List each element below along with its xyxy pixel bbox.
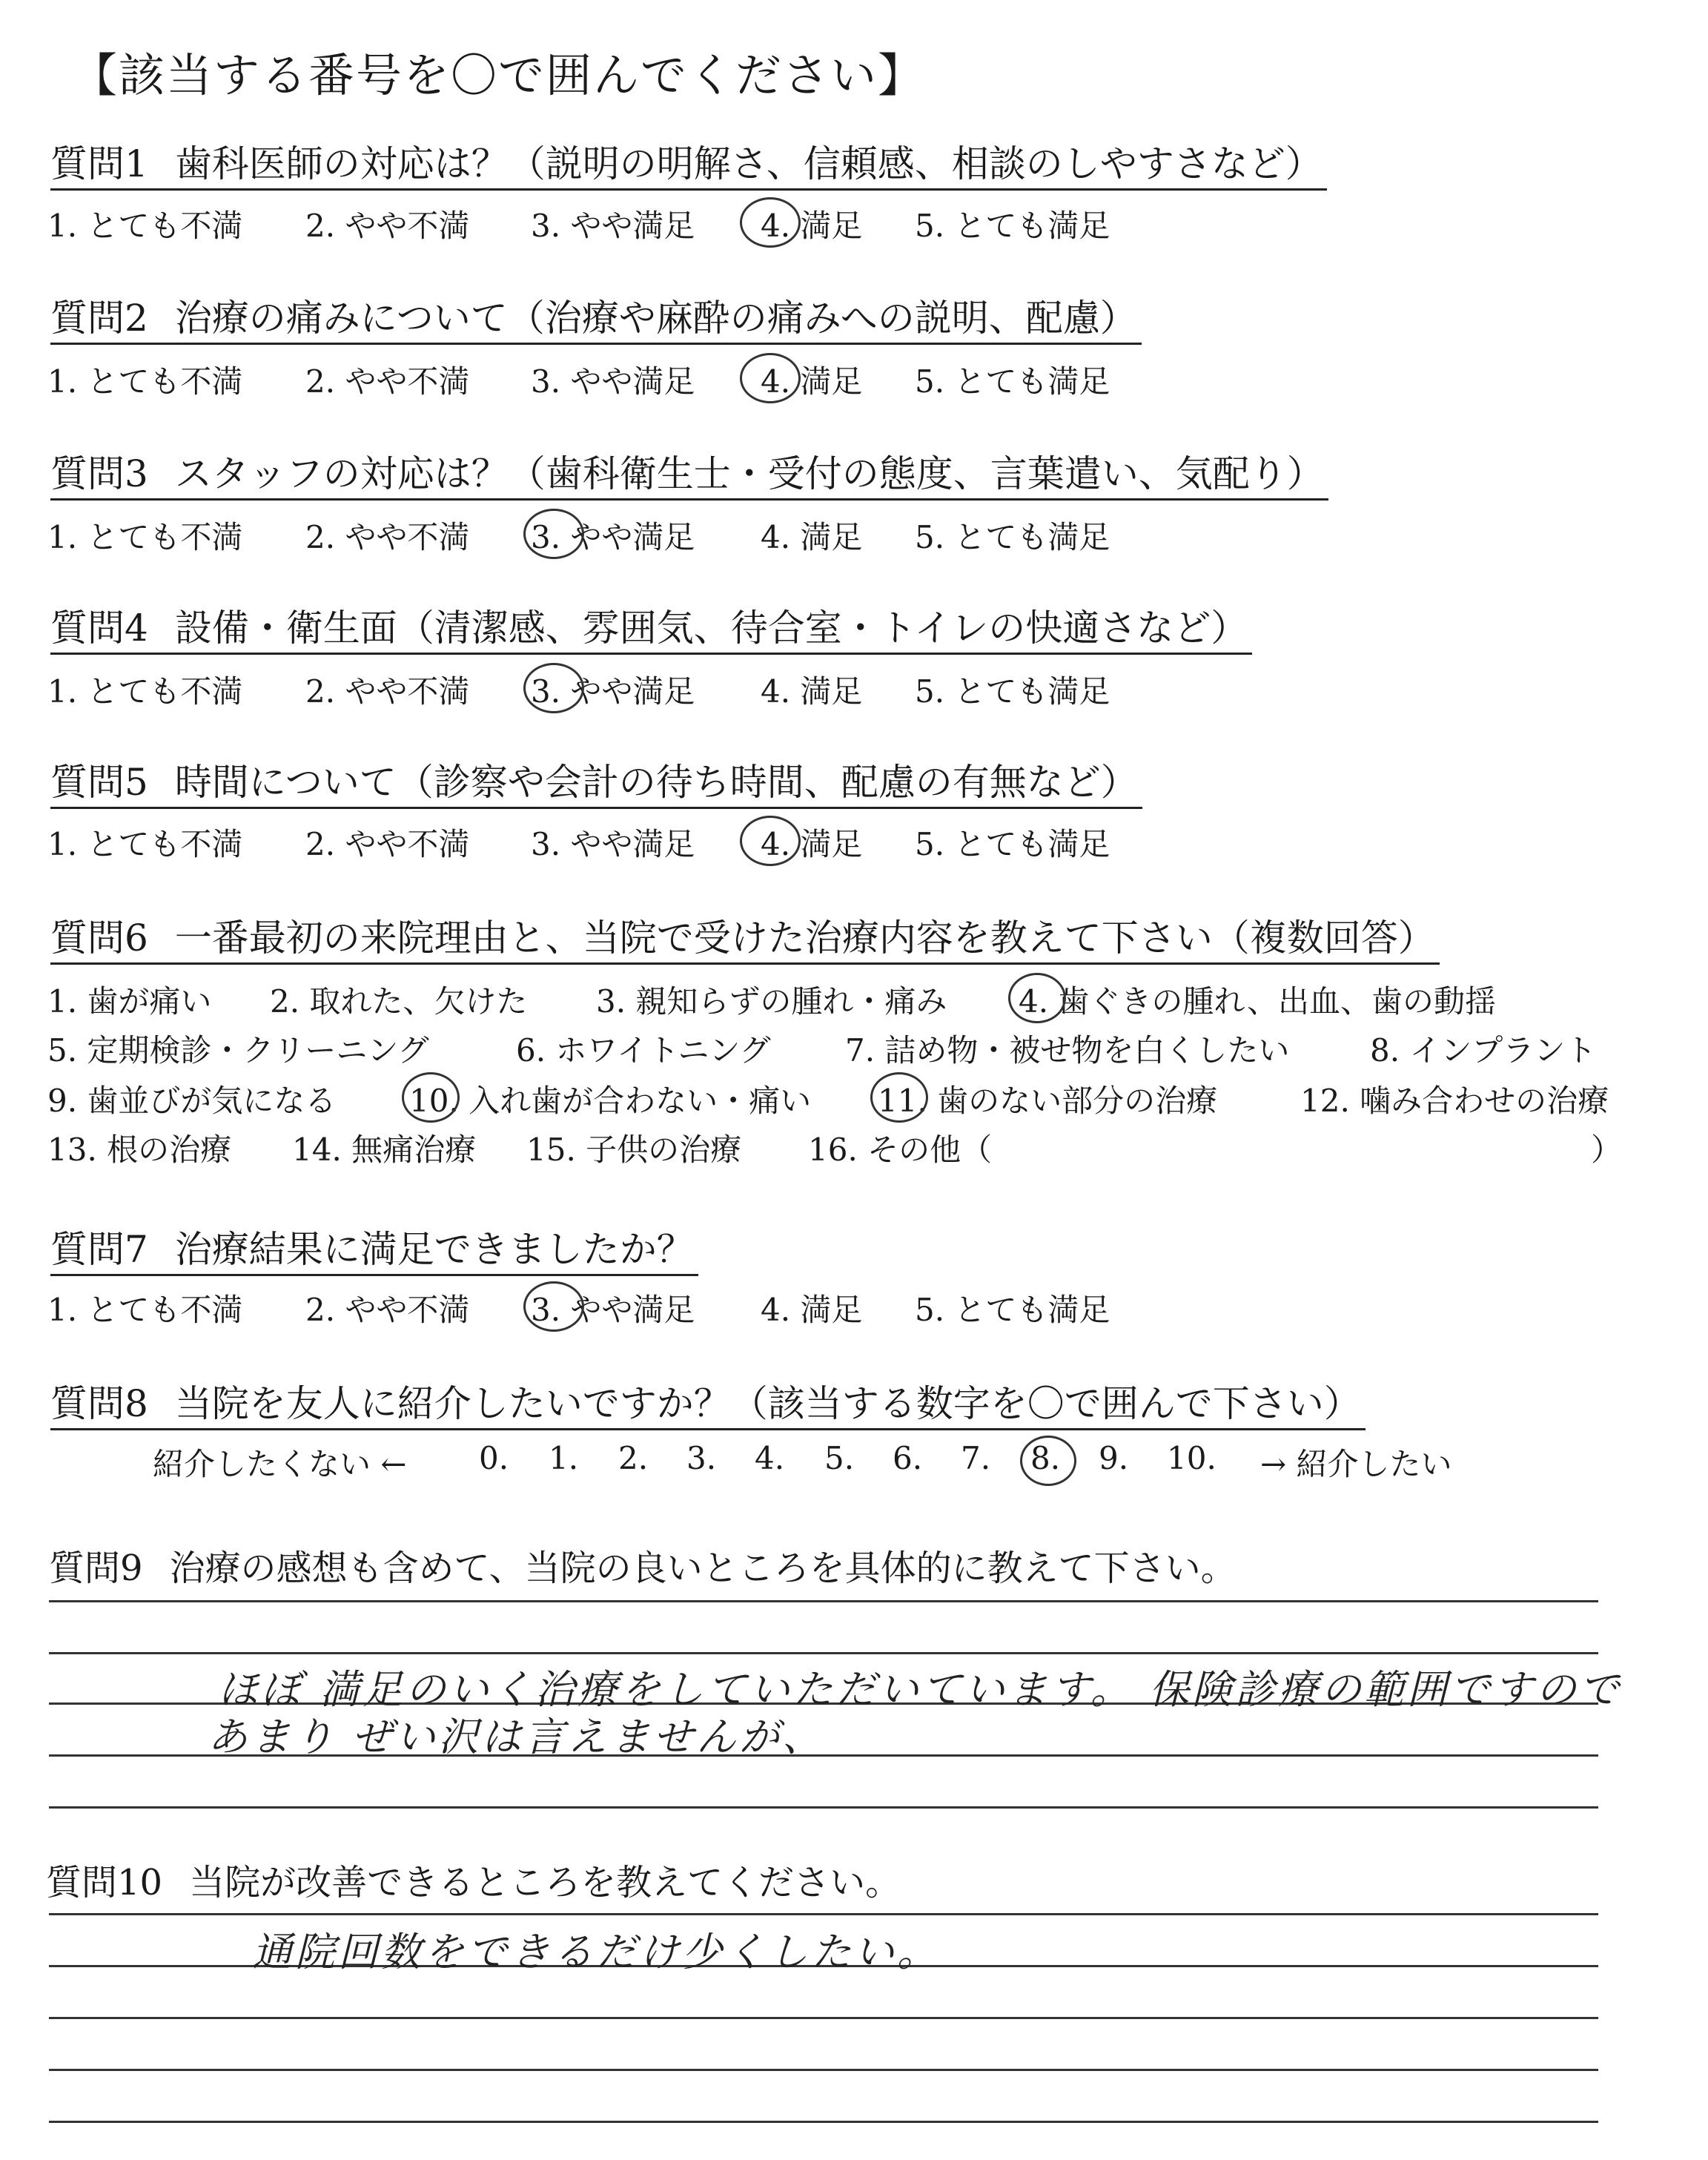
q9-handwritten-answer-1[interactable]: ほぼ 満足のいく治療をしていただいています。 保険診療の範囲ですので <box>218 1666 1623 1713</box>
q4-option-5[interactable]: 5. とても満足 <box>915 673 1110 710</box>
question-9-label: 質問9 <box>49 1548 143 1589</box>
q8-scale-1[interactable]: 1. <box>549 1440 579 1476</box>
question-7-heading <box>50 1225 698 1276</box>
q8-scale-6[interactable]: 6. <box>893 1440 923 1476</box>
q6-option-6[interactable]: 6. ホワイトニング <box>516 1032 771 1069</box>
q5-option-5[interactable]: 5. とても満足 <box>915 826 1110 862</box>
q8-right-label: → 紹介したい <box>1260 1446 1452 1482</box>
q8-scale-3[interactable]: 3. <box>686 1440 717 1476</box>
page-title: 【該当する番号を〇で囲んでください】 <box>71 48 926 102</box>
question-6-text: 一番最初の来院理由と、当院で受けた治療内容を教えて下さい（複数回答） <box>174 916 1435 960</box>
q7-option-3[interactable]: 3. やや満足 <box>531 1292 695 1328</box>
question-4-heading <box>50 604 1252 655</box>
q9-answer-line-2 <box>49 1652 1598 1654</box>
question-6-label: 質問6 <box>50 916 148 960</box>
q6-option-14[interactable]: 14. 無痛治療 <box>292 1132 477 1168</box>
question-9-text: 治療の感想も含めて、当院の良いところを具体的に教えて下さい。 <box>169 1548 1237 1589</box>
question-8-heading <box>50 1379 1366 1430</box>
q2-option-4[interactable]: 4. 満足 <box>761 363 863 400</box>
q9-answer-line-1 <box>49 1600 1598 1602</box>
q6-option-3[interactable]: 3. 親知らずの腫れ・痛み <box>596 983 947 1020</box>
q6-option-8[interactable]: 8. インプラント <box>1370 1032 1597 1069</box>
q8-scale-8[interactable]: 8. <box>1030 1440 1061 1476</box>
q8-scale-2[interactable]: 2. <box>618 1440 649 1476</box>
q2-option-1[interactable]: 1. とても不満 <box>47 363 243 400</box>
q3-option-5[interactable]: 5. とても満足 <box>915 519 1110 555</box>
q4-option-4[interactable]: 4. 満足 <box>761 673 863 710</box>
q8-scale-4[interactable]: 4. <box>755 1440 785 1476</box>
q1-option-2[interactable]: 2. やや不満 <box>305 208 470 244</box>
q5-option-3[interactable]: 3. やや満足 <box>531 826 695 862</box>
q2-option-5[interactable]: 5. とても満足 <box>915 363 1110 400</box>
question-9-heading <box>49 1539 1237 1591</box>
question-7-label: 質問7 <box>50 1228 148 1271</box>
question-10-label: 質問10 <box>46 1862 163 1903</box>
question-6-heading <box>50 914 1440 965</box>
q1-option-5[interactable]: 5. とても満足 <box>915 208 1110 244</box>
q4-option-1[interactable]: 1. とても不満 <box>47 673 243 710</box>
q8-scale-10[interactable]: 10. <box>1167 1440 1217 1476</box>
q10-answer-line-1 <box>49 1913 1598 1915</box>
q4-option-3[interactable]: 3. やや満足 <box>531 673 695 710</box>
question-8-text: 当院を友人に紹介したいですか？（該当する数字を〇で囲んで下さい） <box>174 1382 1361 1425</box>
question-1-heading <box>50 139 1327 191</box>
question-7-text: 治療結果に満足できましたか？ <box>174 1228 694 1271</box>
q8-left-label: 紹介したくない ← <box>153 1446 407 1482</box>
q6-option-15[interactable]: 15. 子供の治療 <box>526 1132 742 1168</box>
q9-answer-line-5 <box>49 1806 1598 1809</box>
q8-scale-7[interactable]: 7. <box>961 1440 991 1476</box>
q6-option-16-close: ） <box>1591 1132 1623 1168</box>
question-5-label: 質問5 <box>50 761 148 804</box>
q6-option-11[interactable]: 11. 歯のない部分の治療 <box>878 1083 1218 1119</box>
question-5-heading <box>50 758 1142 809</box>
q7-option-4[interactable]: 4. 満足 <box>761 1292 863 1328</box>
q1-option-4[interactable]: 4. 満足 <box>761 208 863 244</box>
question-3-label: 質問3 <box>50 452 148 495</box>
q6-option-1[interactable]: 1. 歯が痛い <box>47 983 212 1020</box>
question-1-text: 歯科医師の対応は？（説明の明解さ、信頼感、相談のしやすさなど） <box>174 142 1323 185</box>
q5-option-4[interactable]: 4. 満足 <box>761 826 863 862</box>
q6-option-7[interactable]: 7. 詰め物・被せ物を白くしたい <box>845 1032 1290 1069</box>
q10-answer-line-5 <box>49 2121 1598 2123</box>
q6-option-2[interactable]: 2. 取れた、欠けた <box>270 983 528 1020</box>
q10-answer-line-3 <box>49 2017 1598 2019</box>
q9-handwritten-answer-2[interactable]: あまり ぜい沢は言えませんが、 <box>208 1714 826 1760</box>
q6-option-4[interactable]: 4. 歯ぐきの腫れ、出血、歯の動揺 <box>1019 983 1496 1020</box>
q7-option-2[interactable]: 2. やや不満 <box>305 1292 470 1328</box>
q8-scale-9[interactable]: 9. <box>1099 1440 1129 1476</box>
q6-option-9[interactable]: 9. 歯並びが気になる <box>47 1083 337 1119</box>
q5-option-2[interactable]: 2. やや不満 <box>305 826 470 862</box>
question-10-heading <box>46 1854 901 1905</box>
q6-option-12[interactable]: 12. 噛み合わせの治療 <box>1300 1083 1609 1119</box>
q3-option-3[interactable]: 3. やや満足 <box>531 519 695 555</box>
q1-option-1[interactable]: 1. とても不満 <box>47 208 243 244</box>
question-2-label: 質問2 <box>50 297 148 340</box>
question-10-text: 当院が改善できるところを教えてください。 <box>189 1862 901 1903</box>
q3-option-1[interactable]: 1. とても不満 <box>47 519 243 555</box>
q7-option-5[interactable]: 5. とても満足 <box>915 1292 1110 1328</box>
q2-option-2[interactable]: 2. やや不満 <box>305 363 470 400</box>
q6-option-10[interactable]: 10. 入れ歯が合わない・痛い <box>409 1083 812 1119</box>
question-2-heading <box>50 294 1142 345</box>
q7-option-1[interactable]: 1. とても不満 <box>47 1292 243 1328</box>
question-3-text: スタッフの対応は？（歯科衛生士・受付の態度、言葉遣い、気配り） <box>174 452 1324 495</box>
q4-option-2[interactable]: 2. やや不満 <box>305 673 470 710</box>
question-5-text: 時間について（診察や会計の待ち時間、配慮の有無など） <box>174 761 1138 804</box>
q8-scale-0[interactable]: 0. <box>479 1440 509 1476</box>
question-3-heading <box>50 449 1328 501</box>
q6-option-16[interactable]: 16. その他（ <box>808 1132 993 1168</box>
q3-option-2[interactable]: 2. やや不満 <box>305 519 470 555</box>
question-2-text: 治療の痛みについて（治療や麻酔の痛みへの説明、配慮） <box>174 297 1137 340</box>
q6-option-5[interactable]: 5. 定期検診・クリーニング <box>47 1032 429 1069</box>
question-4-text: 設備・衛生面（清潔感、雰囲気、待合室・トイレの快適さなど） <box>174 607 1248 650</box>
q10-handwritten-answer-1[interactable]: 通院回数をできるだけ少くしたい。 <box>252 1929 940 1975</box>
q6-option-13[interactable]: 13. 根の治療 <box>47 1132 232 1168</box>
q5-option-1[interactable]: 1. とても不満 <box>47 826 243 862</box>
q3-option-4[interactable]: 4. 満足 <box>761 519 863 555</box>
question-1-label: 質問1 <box>50 142 148 185</box>
question-4-label: 質問4 <box>50 607 148 650</box>
q10-answer-line-4 <box>49 2069 1598 2071</box>
question-8-label: 質問8 <box>50 1382 148 1425</box>
q8-scale-5[interactable]: 5. <box>824 1440 855 1476</box>
q1-option-3[interactable]: 3. やや満足 <box>531 208 695 244</box>
q2-option-3[interactable]: 3. やや満足 <box>531 363 695 400</box>
